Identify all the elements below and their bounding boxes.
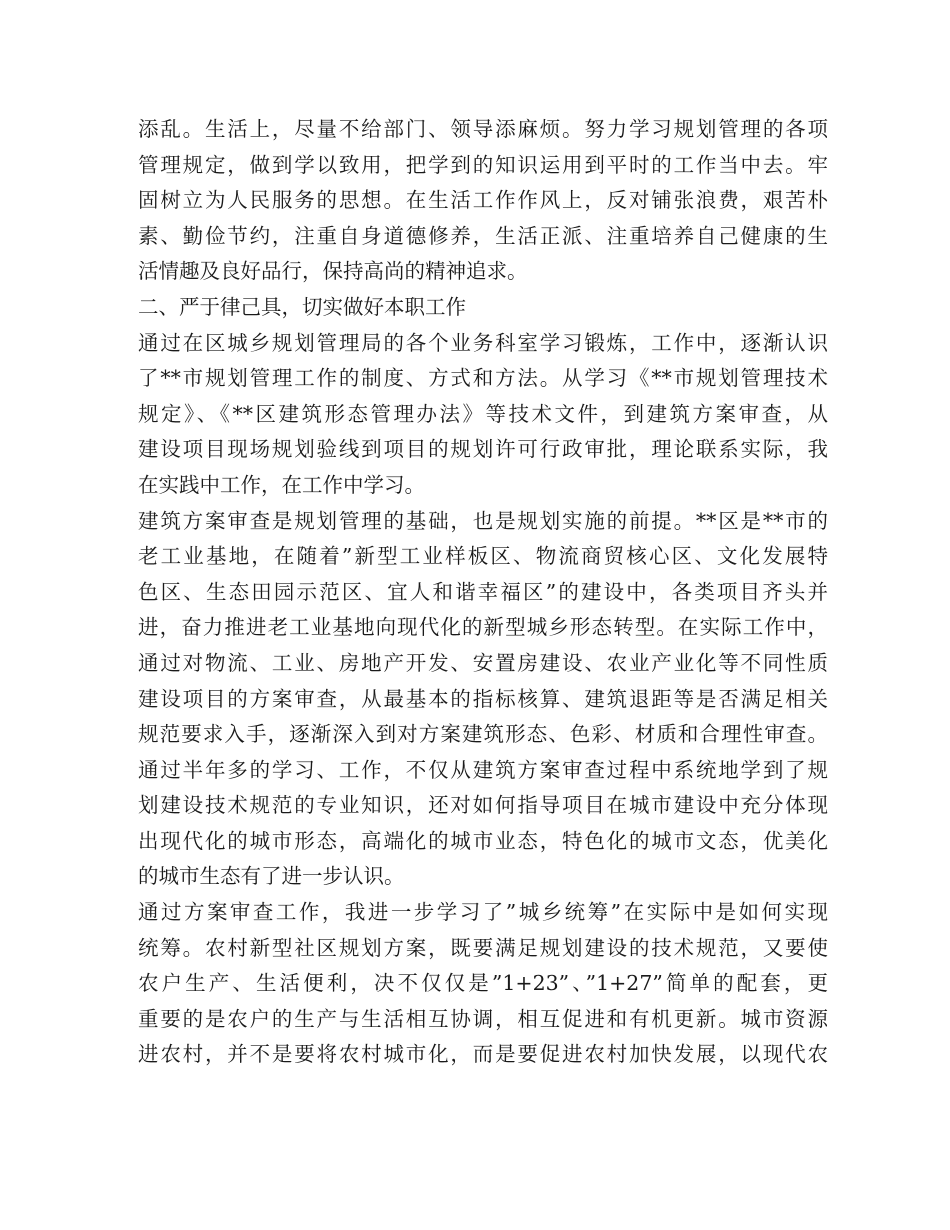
section-heading: 二、严于律己具，切实做好本职工作 — [138, 294, 466, 319]
text-line: 了**市规划管理工作的制度、方式和方法。从学习《**市规划管理技术 — [138, 366, 828, 391]
text-line: 规范要求入手，逐渐深入到对方案建筑形态、色彩、材质和合理性审查。 — [138, 722, 828, 747]
text-line: 通过半年多的学习、工作，不仅从建筑方案审查过程中系统地学到了规 — [138, 757, 828, 782]
text-line: 的城市生态有了进一步认识。 — [138, 864, 405, 889]
text-line: 建设项目的方案审查，从最基本的指标核算、建筑退距等是否满足相关 — [138, 686, 828, 711]
text-line: 进，奋力推进老工业基地向现代化的新型城乡形态转型。在实际工作中， — [138, 615, 828, 640]
text-line: 通过方案审查工作，我进一步学习了”城乡统筹”在实际中是如何实现 — [138, 900, 828, 925]
text-line: 出现代化的城市形态，高端化的城市业态，特色化的城市文态，优美化 — [138, 828, 828, 853]
text-line: 在实践中工作，在工作中学习。 — [138, 472, 425, 497]
text-line: 进农村，并不是要将农村城市化，而是要促进农村加快发展，以现代农 — [138, 1042, 828, 1067]
document-body — [138, 112, 828, 1073]
text-line: 固树立为人民服务的思想。在生活工作作风上，反对铺张浪费，艰苦朴 — [138, 188, 828, 213]
text-line: 建筑方案审查是规划管理的基础，也是规划实施的前提。**区是**市的 — [138, 508, 828, 533]
text-line: 统筹。农村新型社区规划方案，既要满足规划建设的技术规范，又要使 — [138, 935, 828, 960]
text-line: 活情趣及良好品行，保持高尚的精神追求。 — [138, 259, 528, 284]
text-line: 色区、生态田园示范区、宜人和谐幸福区”的建设中，各类项目齐头并 — [138, 579, 828, 604]
text-line: 农户生产、生活便利，决不仅仅是”1+23”、”1+27”简单的配套，更 — [138, 971, 828, 996]
text-line: 素、勤俭节约，注重自身道德修养，生活正派、注重培养自己健康的生 — [138, 223, 828, 248]
text-line: 划建设技术规范的专业知识，还对如何指导项目在城市建设中充分体现 — [138, 793, 828, 818]
text-line: 通过对物流、工业、房地产开发、安置房建设、农业产业化等不同性质 — [138, 650, 828, 675]
text-line: 重要的是农户的生产与生活相互协调，相互促进和有机更新。城市资源 — [138, 1006, 828, 1031]
text-line: 管理规定，做到学以致用，把学到的知识运用到平时的工作当中去。牢 — [138, 152, 828, 177]
text-line: 老工业基地，在随着”新型工业样板区、物流商贸核心区、文化发展特 — [138, 544, 828, 569]
text-line: 规定》、《**区建筑形态管理办法》等技术文件，到建筑方案审查，从 — [138, 401, 828, 426]
text-line: 通过在区城乡规划管理局的各个业务科室学习锻炼，工作中，逐渐认识 — [138, 330, 828, 355]
text-line: 建设项目现场规划验线到项目的规划许可行政审批，理论联系实际，我 — [138, 437, 828, 462]
text-line: 添乱。生活上，尽量不给部门、领导添麻烦。努力学习规划管理的各项 — [138, 117, 828, 141]
